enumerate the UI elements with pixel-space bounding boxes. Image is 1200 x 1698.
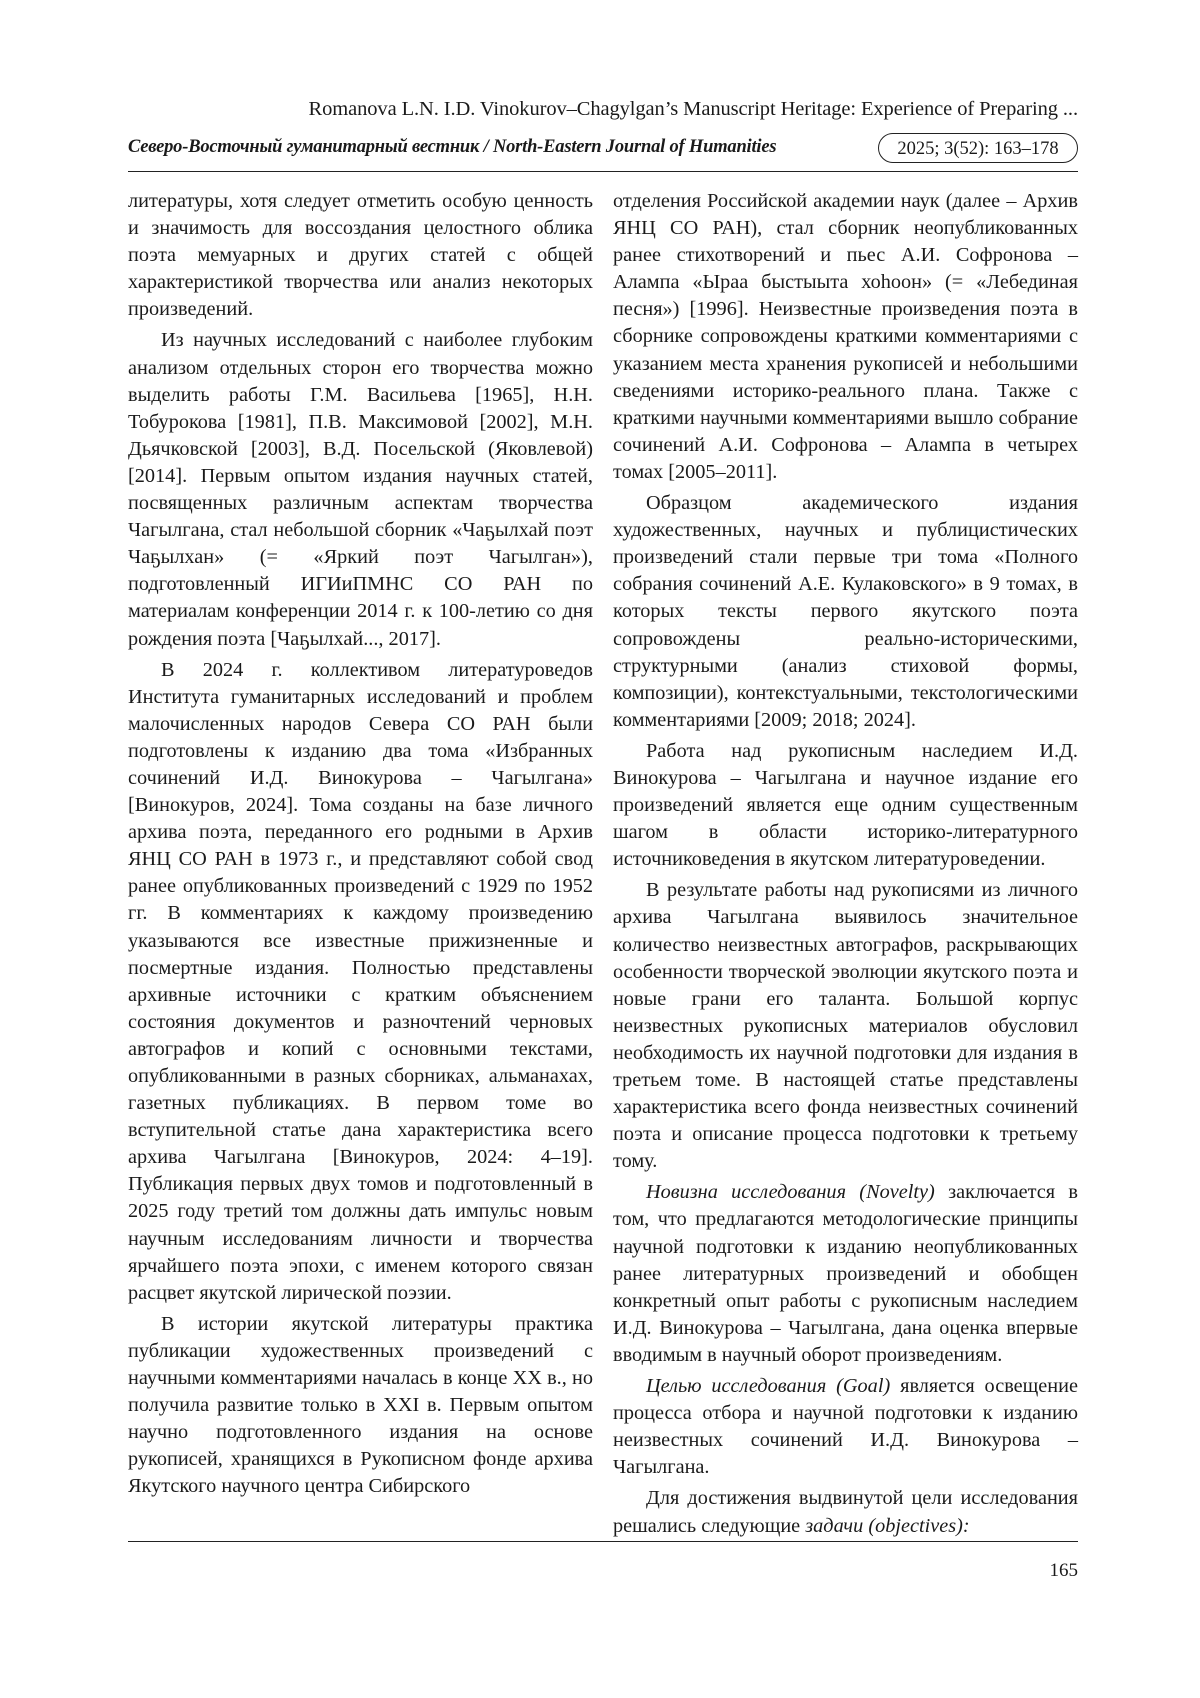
paragraph: Из научных исследований с наиболее глубоким анализом отдельных сторон его творчества можно выделить работы Г.М. Васильева [1965], Н.Н. Тобурокова [1981], П.В. Максимовой [2002], М.Н. Дьячковской [2003], В.Д. Посельской (Яковлевой) [2014]. Первым опытом издания научных статей, посвященных различным аспектам творчества Чагылгана, стал небольшой сборник «Чаҕылхай поэт Чаҕылхан» (= «Яркий поэт Чагылган»), подготовленный ИГИиПМНС СО РАН по материалам конференции 2014 г. к 100-летию со дня рождения поэта [Чаҕылхай..., 2017]. <box>128 329 593 650</box>
novelty-text: заключается в том, что предлагаются методологические принципы научной подготовки к изданию неопубликованных ранее литературных произведений и обобщен конкретный опыт работы с рукописным наследием И.Д. Винокурова – Чагылгана, дана оценка впервые вводимым в научный оборот произведениям. <box>613 1181 1078 1366</box>
header-divider <box>128 171 1078 172</box>
left-column <box>128 188 593 1501</box>
paragraph: Образцом академического издания художественных, научных и публицистических произведений стали первые три тома «Полного собрания сочинений А.Е. Кулаковского» в 9 томах, в которых тексты первого якутского поэта сопровождены реально-историческими, структурными (анализ стиховой формы, композиции), контекстуальными, текстологическими комментариями [2009; 2018; 2024]. <box>613 492 1078 731</box>
issue-badge: 2025; 3(52): 163–178 <box>878 133 1078 163</box>
journal-header <box>128 133 1078 171</box>
paragraph: отделения Российской академии наук (далее – Архив ЯНЦ СО РАН), стал сборник неопубликованных ранее стихотворений и пьес А.И. Софронова – Алампа «Ыраа быстыыта хоhоон» (= «Лебединая песня») [1996]. Неизвестные произведения поэта в сборнике сопровождены краткими комментариями с указанием места хранения рукописей и небольшими сведениями историко-реального плана. Также с краткими научными комментариями вышло собрание сочинений А.И. Софронова – Алампа в четырех томах [2005–2011]. <box>613 190 1078 483</box>
journal-title: Северо-Восточный гуманитарный вестник / North-Eastern Journal of Humanities <box>128 137 777 157</box>
paragraph: В результате работы над рукописями из личного архива Чагылгана выявилось значительное количество неизвестных автографов, раскрывающих особенности творческой эволюции якутского поэта и новые грани его таланта. Большой корпус неизвестных рукописных материалов обусловил необходимость их научной подготовки для издания в третьем томе. В настоящей статье представлены характеристика всего фонда неизвестных сочинений поэта и описание процесса подготовки к третьему тому. <box>613 879 1078 1173</box>
paragraph: Работа над рукописным наследием И.Д. Винокурова – Чагылгана и научное издание его произведений является еще одним существенным шагом в области историко-литературного источниковедения в якутском литературоведении. <box>613 739 1078 871</box>
paragraph: литературы, хотя следует отметить особую ценность и значимость для воссоздания целостного облика поэта мемуарных и других статей с общей характеристикой творчества или анализ некоторых произведений. <box>128 190 593 321</box>
paragraph: В истории якутской литературы практика публикации художественных произведений с научными комментариями началась в конце XX в., но получила развитие только в XXI в. Первым опытом научно подготовленного издания на основе рукописей, хранящихся в Рукописном фонде архива Якутского научного центра Сибирского <box>128 1312 593 1498</box>
page-number: 165 <box>1049 1560 1078 1581</box>
novelty-term: Новизна исследования (Novelty) <box>646 1181 935 1204</box>
footer-divider <box>128 1541 1078 1542</box>
paragraph: В 2024 г. коллективом литературоведов Института гуманитарных исследований и проблем малочисленных народов Севера СО РАН были подготовлены к изданию два тома «Избранных сочинений И.Д. Винокурова – Чагылгана» [Винокуров, 2024]. Тома созданы на базе личного архива поэта, переданного его родными в Архив ЯНЦ СО РАН в 1973 г., и представляют собой свод ранее опубликованных произведений с 1929 по 1952 гг. В комментариях к каждому произведению указываются все известные прижизненные и посмертные издания. Полностью представлены архивные источники с кратким объяснением состояния документов и разночтений черновых автографов и копий с основными текстами, опубликованными в разных сборниках, альманахах, газетных публикациях. В первом томе во вступительной статье дана характеристика всего архива Чагылгана [Винокуров, 2024: 4–19]. Публикация первых двух томов и подготовленный в 2025 году третий том должны дать импульс новым научным исследованиям личности и творчества ярчайшего поэта эпохи, с именем которого связан расцвет якутской лирической поэзии. <box>128 658 593 1304</box>
right-column <box>613 188 1078 1540</box>
running-title: Romanova L.N. I.D. Vinokurov–Chagylgan’s Manuscript Heritage: Experience of Preparing ... <box>308 98 1078 120</box>
paragraph-novelty <box>613 1179 1078 1369</box>
objectives-text: Для достижения выдвинутой цели исследования решались следующие <box>613 1487 1078 1537</box>
goal-term: Целью исследования (Goal) <box>646 1375 891 1398</box>
paragraph-goal <box>613 1373 1078 1481</box>
goal-text: является освещение процесса отбора и научной подготовки к изданию неизвестных сочинений И.Д. Винокурова – Чагылгана. <box>613 1375 1078 1479</box>
objectives-term: задачи (objectives): <box>805 1514 970 1537</box>
paragraph-objectives <box>613 1485 1078 1539</box>
